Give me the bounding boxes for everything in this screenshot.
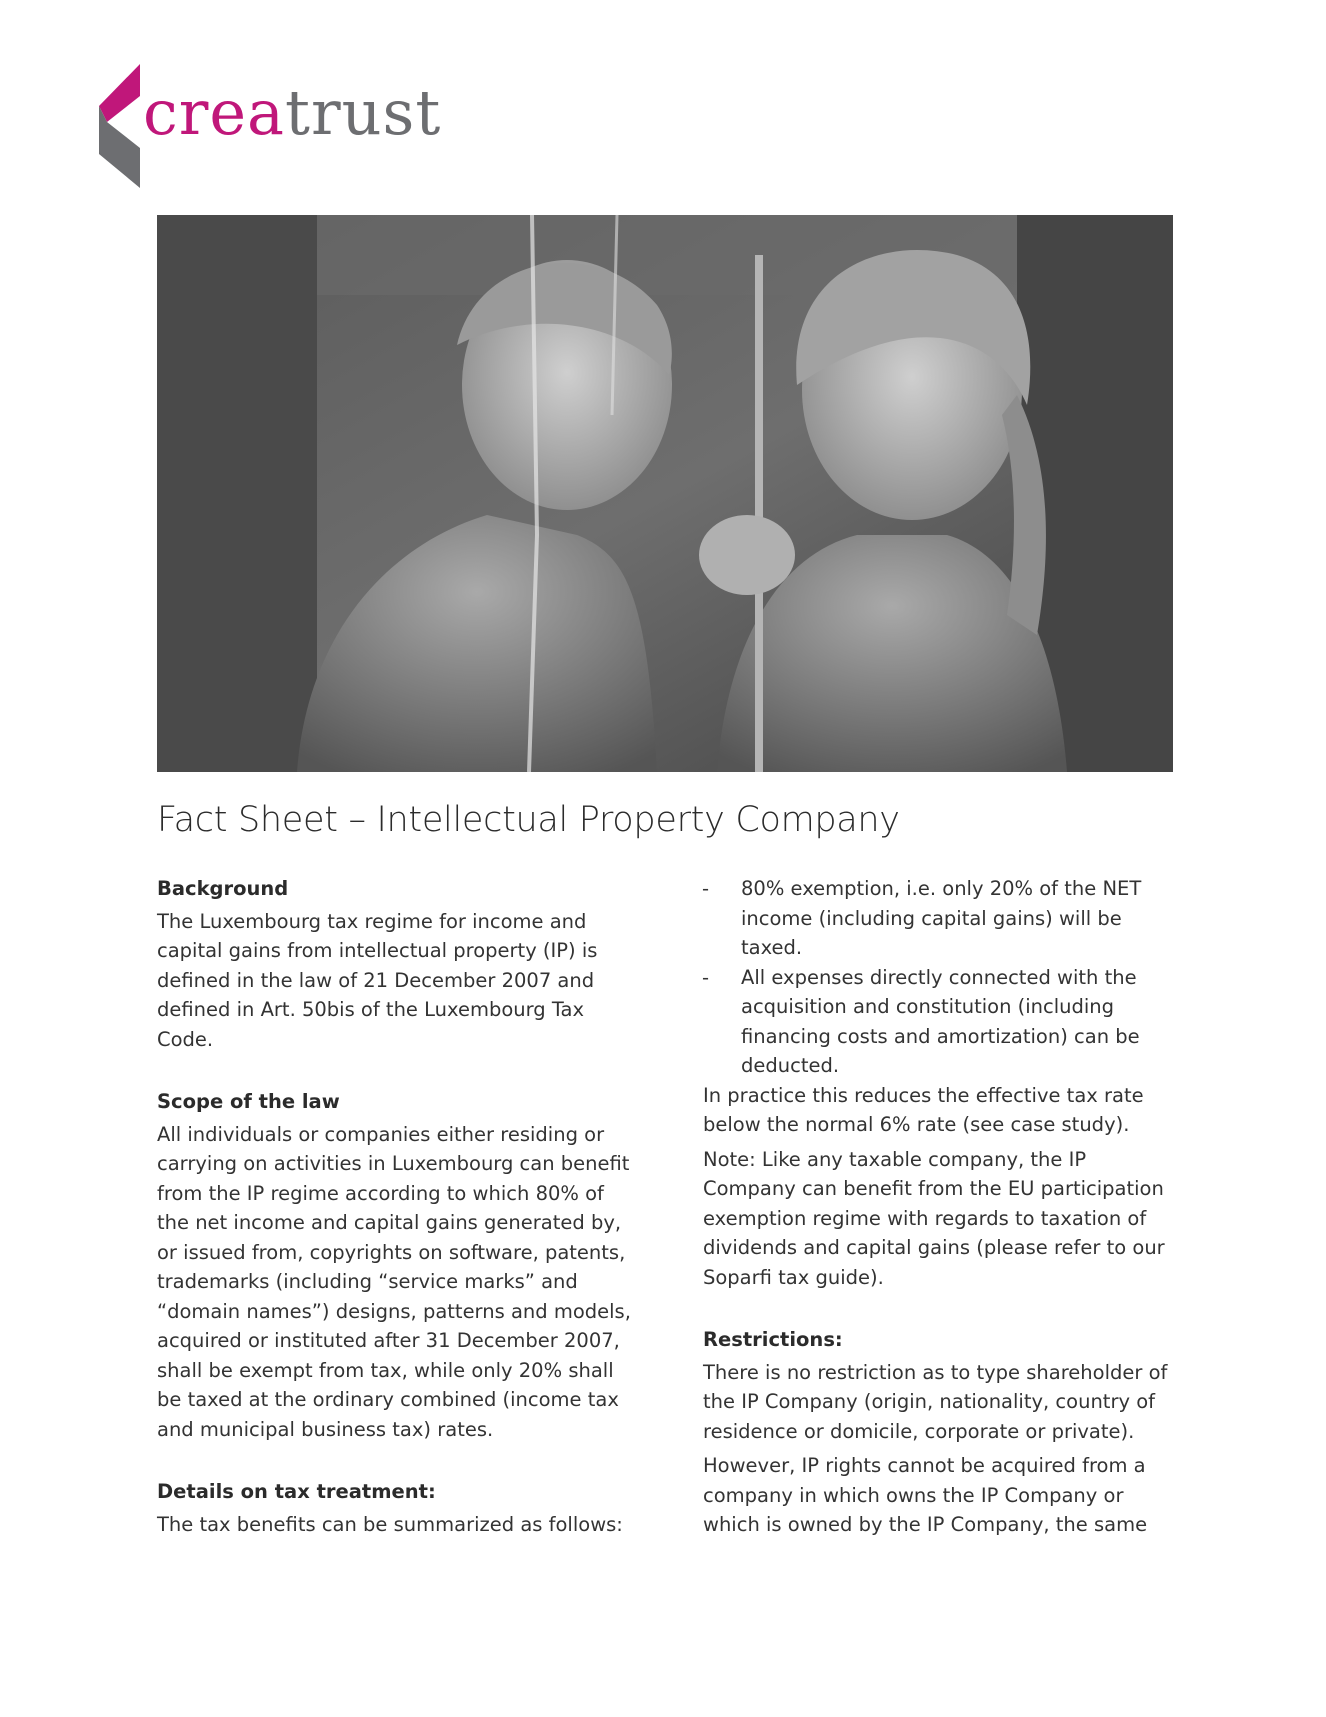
note-text: Note: Like any taxable company, the IP Company can benefit from the EU participation exemption regime with regards to taxation of dividends and capital gains (please refer to our Soparfi tax guide). [703, 1147, 1165, 1289]
bullet-item [703, 874, 1173, 963]
restrictions-heading: Restrictions: [703, 1328, 843, 1351]
scope-text: All individuals or companies either residing or carrying on activities in Luxembourg can benefit from the IP regime according to which 80% of the net income and capital gains generated by, or issued from, copyrights on software, patents, trademarks (including “service marks” and “domain names”) designs, patterns and models, acquired or instituted after 31 December 2007, shall be exempt from tax, while only 20% shall be taxed at the ordinary combined (income tax and municipal business tax) rates. [157, 1122, 631, 1441]
left-column [157, 874, 637, 1539]
logo-mark-icon [95, 62, 145, 190]
restrictions-text-1: There is no restriction as to type shareholder of the IP Company (origin, nationality, country of residence or domicile, corporate or private). [703, 1360, 1168, 1443]
logo-wordmark [143, 76, 442, 149]
scope-heading: Scope of the law [157, 1090, 340, 1113]
bullet-text: 80% exemption, i.e. only 20% of the NET income (including capital gains) will be taxed. [741, 877, 1142, 959]
practice-text: In practice this reduces the effective tax rate below the normal 6% rate (see case study). [703, 1083, 1144, 1136]
details-heading: Details on tax treatment: [157, 1480, 436, 1503]
bullet-item [703, 963, 1173, 1081]
details-text: The tax benefits can be summarized as follows: [157, 1512, 623, 1536]
right-column [703, 874, 1173, 1540]
page-title: Fact Sheet – Intellectual Property Company [157, 800, 900, 840]
restrictions-text-2: However, IP rights cannot be acquired from a company in which owns the IP Company or which is owned by the IP Company, the same [703, 1454, 1148, 1536]
background-heading: Background [157, 877, 289, 900]
hero-photo [157, 215, 1173, 772]
logo-wordmark-part1: crea [143, 76, 286, 149]
logo-wordmark-part2: trust [285, 76, 442, 149]
bullet-marker: - [702, 965, 710, 989]
bullet-marker: - [702, 877, 710, 900]
creatrust-logo [95, 62, 442, 192]
background-text: The Luxembourg tax regime for income and capital gains from intellectual property (IP) is defined in the law of 21 December 2007 and defined in Art. 50bis of the Luxembourg Tax Code. [157, 909, 598, 1051]
bullet-text: All expenses directly connected with the acquisition and constitution (including financing costs and amortization) can be deducted. [741, 965, 1140, 1077]
statue-photo-icon [157, 215, 1173, 772]
